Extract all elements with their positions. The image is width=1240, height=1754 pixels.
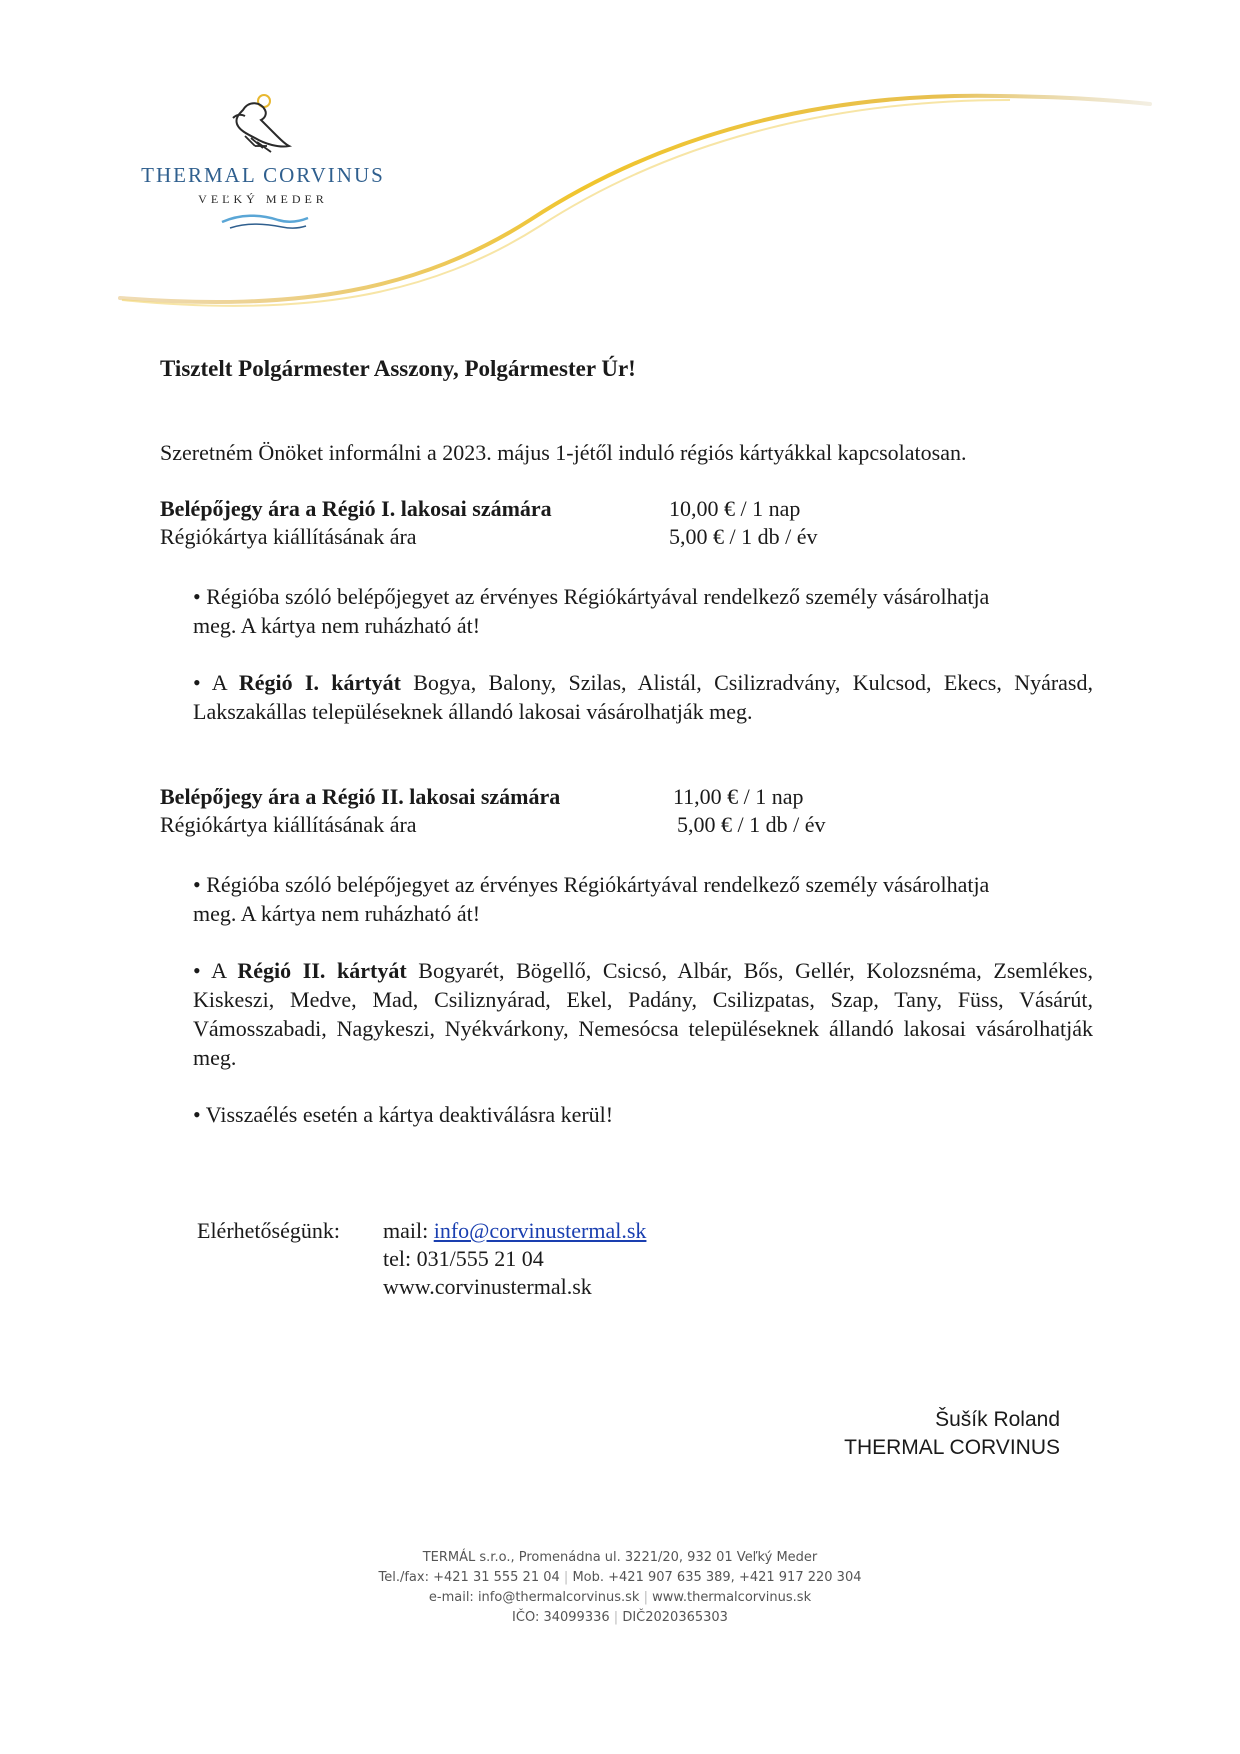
region1-card-name: Régió I. kártyát: [238, 670, 401, 695]
email-link[interactable]: info@corvinustermal.sk: [433, 1218, 647, 1243]
footer-dic: DIČ2020365303: [622, 1610, 728, 1625]
separator: |: [613, 1610, 619, 1625]
region2-bullet-transfer: [193, 870, 1093, 928]
region2-bullet-transfer-line2: meg. A kártya nem ruházható át!: [193, 901, 481, 926]
bullet-prefix: • A: [193, 958, 238, 983]
footer-ico: IČO: 34099336: [512, 1610, 610, 1625]
region2-bullet-settlements: [193, 956, 1093, 1072]
region2-card-price: 5,00 € / 1 db / év: [677, 812, 826, 837]
signature-name: Šušík Roland: [935, 1408, 1060, 1431]
region2-ticket-label: Belépőjegy ára a Régió II. lakosai számára: [160, 784, 561, 809]
region2-bullet-transfer-line1: • Régióba szóló belépőjegyet az érvényes Régiókártyával rendelkező személy vásárolhatja: [193, 872, 990, 897]
contact-tel: tel: 031/555 21 04: [383, 1246, 544, 1271]
footer-email[interactable]: e-mail: info@thermalcorvinus.sk: [428, 1590, 640, 1605]
intro-text: Szeretném Önöket informálni a 2023. május 1-jétől induló régiós kártyákkal kapcsolatosan.: [160, 440, 967, 465]
region2-card-name: Régió II. kártyát: [237, 958, 407, 983]
footer-website[interactable]: www.thermalcorvinus.sk: [652, 1590, 812, 1605]
region1-ticket-label: Belépőjegy ára a Régió I. lakosai számára: [160, 496, 552, 521]
water-wave-icon: [220, 210, 310, 234]
region1-bullet-transfer-line1: • Régióba szóló belépőjegyet az érvényes Régiókártyával rendelkező személy vásárolhatja: [193, 584, 990, 609]
signature-company: THERMAL CORVINUS: [844, 1436, 1060, 1459]
region1-bullet-transfer: [193, 582, 1093, 640]
region2-ticket-price: 11,00 € / 1 nap: [673, 784, 804, 809]
logo-title: THERMAL CORVINUS: [141, 163, 385, 187]
misuse-warning: [193, 1100, 1093, 1129]
region1-settlements-text: Bogya, Balony, Szilas, Alistál, Csilizradvány, Kulcsod, Ekecs, Nyárasd, Lakszakállas településeknek állandó lakosai vásárolhatják meg.: [193, 670, 1093, 724]
region1-card-label: Régiókártya kiállításának ára: [160, 524, 417, 549]
region1-bullet-settlements: [193, 668, 1093, 726]
separator: |: [643, 1590, 648, 1605]
misuse-warning-text: • Visszaélés esetén a kártya deaktiválásra kerül!: [193, 1102, 614, 1127]
greeting: Tisztelt Polgármester Asszony, Polgármester Úr!: [160, 356, 636, 381]
footer-tel: Tel./fax: +421 31 555 21 04: [378, 1570, 560, 1585]
footer-web: [320, 1588, 920, 1607]
bullet-prefix: • A: [193, 670, 239, 695]
header-swoosh: [0, 0, 1240, 320]
footer-phones: [320, 1568, 920, 1587]
raven-icon: [215, 88, 295, 163]
contact-mail: [383, 1218, 646, 1244]
footer-address: TERMÁL s.r.o., Promenádna ul. 3221/20, 932 01 Veľký Meder: [422, 1550, 818, 1565]
contact-web[interactable]: www.corvinustermal.sk: [383, 1274, 592, 1299]
region1-bullet-transfer-line2: meg. A kártya nem ruházható át!: [193, 613, 481, 638]
logo-subtitle: VEĽKÝ MEDER: [198, 192, 328, 206]
footer-mobile: Mob. +421 907 635 389, +421 917 220 304: [572, 1570, 862, 1585]
region2-settlements-text: Bogyarét, Bögellő, Csicsó, Albár, Bős, Gellér, Kolozsnéma, Zsemlékes, Kiskeszi, Medve, Mad, Csiliznyárad, Ekel, Padány, Csilizpatas, Szap, Tany, Füss, Vásárút, Vámosszabadi, Nagykeszi, Nyékvárkony, Nemesócsa településeknek állandó lakosai vásárolhatják meg.: [193, 958, 1093, 1070]
mail-prefix: mail:: [383, 1218, 434, 1243]
separator: |: [563, 1570, 569, 1585]
contact-label: Elérhetőségünk:: [197, 1218, 340, 1243]
region2-card-label: Régiókártya kiállításának ára: [160, 812, 417, 837]
footer-ids: [320, 1608, 920, 1627]
region1-ticket-price: 10,00 € / 1 nap: [669, 496, 801, 521]
region1-card-price: 5,00 € / 1 db / év: [669, 524, 818, 549]
